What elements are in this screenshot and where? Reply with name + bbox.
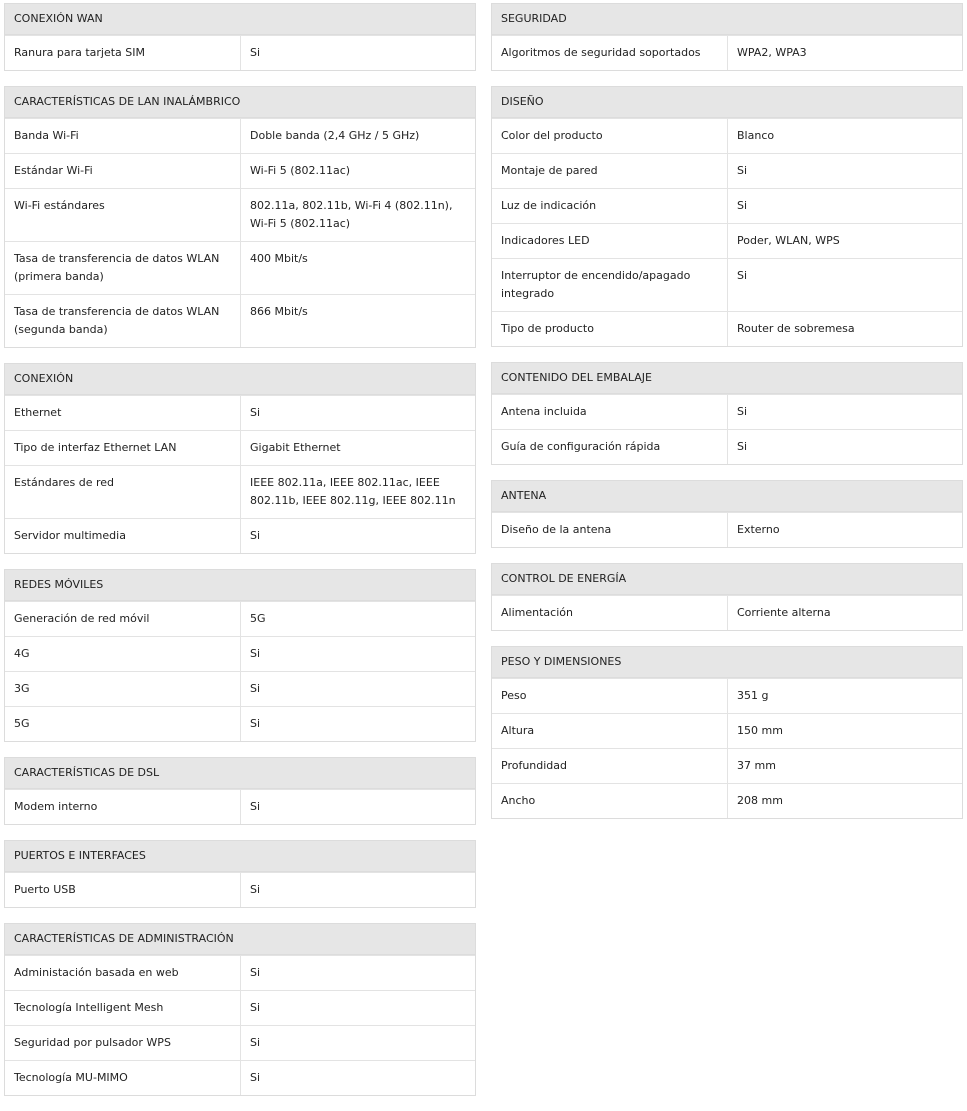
spec-value: Si: [250, 46, 261, 59]
spec-label: 4G: [5, 637, 241, 671]
spec-label: Interruptor de encendido/apagado integrado: [492, 259, 728, 311]
spec-label: Color del producto: [492, 119, 728, 153]
section-title: PUERTOS E INTERFACES: [5, 841, 475, 872]
spec-label: Alimentación: [492, 596, 728, 630]
spec-label: Seguridad por pulsador WPS: [5, 1026, 241, 1060]
spec-value: 5G: [250, 612, 266, 625]
spec-value: Si: [250, 406, 261, 419]
spec-row: [492, 512, 962, 547]
spec-row: [5, 465, 475, 518]
spec-row: [492, 153, 962, 188]
spec-label: Modem interno: [5, 790, 241, 824]
spec-row: [492, 394, 962, 429]
spec-label: Altura: [492, 714, 728, 748]
spec-value: Externo: [737, 523, 780, 536]
spec-label: Tipo de producto: [492, 312, 728, 346]
spec-row: [5, 395, 475, 430]
spec-row: [5, 118, 475, 153]
section-title: CARACTERÍSTICAS DE LAN INALÁMBRICO: [5, 87, 475, 118]
spec-row: [5, 294, 475, 347]
spec-section-conexion-wan: [4, 3, 476, 71]
spec-section-control-de-energia: [491, 563, 963, 631]
section-title: CONTENIDO DEL EMBALAJE: [492, 363, 962, 394]
section-title: ANTENA: [492, 481, 962, 512]
section-title: DISEÑO: [492, 87, 962, 118]
section-title: REDES MÓVILES: [5, 570, 475, 601]
spec-row: [5, 518, 475, 553]
section-title: PESO Y DIMENSIONES: [492, 647, 962, 678]
spec-value: Si: [250, 1071, 261, 1084]
spec-row: [492, 783, 962, 818]
spec-value: Si: [250, 1036, 261, 1049]
spec-label: Profundidad: [492, 749, 728, 783]
spec-label: Ancho: [492, 784, 728, 818]
spec-row: [5, 241, 475, 294]
spec-section-caracteristicas-de-administracion: [4, 923, 476, 1096]
spec-row: [5, 636, 475, 671]
spec-row: [492, 118, 962, 153]
spec-row: [5, 153, 475, 188]
section-title: CARACTERÍSTICAS DE ADMINISTRACIÓN: [5, 924, 475, 955]
spec-row: [5, 671, 475, 706]
section-title: CONTROL DE ENERGÍA: [492, 564, 962, 595]
spec-section-diseno: [491, 86, 963, 347]
spec-value: 37 mm: [737, 759, 776, 772]
spec-value: Si: [250, 1001, 261, 1014]
spec-value: Router de sobremesa: [737, 322, 855, 335]
spec-value: 802.11a, 802.11b, Wi-Fi 4 (802.11n), Wi-Fi 5 (802.11ac): [250, 199, 453, 230]
spec-row: [492, 311, 962, 346]
spec-label: Tasa de transferencia de datos WLAN (primera banda): [5, 242, 241, 294]
spec-value: Si: [737, 405, 748, 418]
spec-value: WPA2, WPA3: [737, 46, 807, 59]
spec-row: [5, 872, 475, 907]
spec-value: 150 mm: [737, 724, 783, 737]
spec-label: Estándar Wi-Fi: [5, 154, 241, 188]
spec-value: Si: [250, 647, 261, 660]
spec-label: Ethernet: [5, 396, 241, 430]
left-column: [4, 3, 476, 1111]
spec-value: Si: [250, 529, 261, 542]
spec-label: Algoritmos de seguridad soportados: [492, 36, 728, 70]
spec-row: [5, 1025, 475, 1060]
spec-value: Si: [737, 164, 748, 177]
spec-value: Si: [250, 800, 261, 813]
spec-label: Tipo de interfaz Ethernet LAN: [5, 431, 241, 465]
spec-label: Ranura para tarjeta SIM: [5, 36, 241, 70]
spec-label: Antena incluida: [492, 395, 728, 429]
spec-value: Si: [250, 966, 261, 979]
spec-section-antena: [491, 480, 963, 548]
spec-section-contenido-del-embalaje: [491, 362, 963, 465]
spec-section-conexion: [4, 363, 476, 554]
spec-label: Estándares de red: [5, 466, 241, 518]
spec-row: [5, 188, 475, 241]
spec-value: Doble banda (2,4 GHz / 5 GHz): [250, 129, 420, 142]
spec-row: [5, 955, 475, 990]
spec-row: [492, 429, 962, 464]
spec-value: Si: [250, 883, 261, 896]
spec-row: [492, 188, 962, 223]
spec-label: Servidor multimedia: [5, 519, 241, 553]
spec-value: Si: [737, 269, 748, 282]
spec-value: Wi-Fi 5 (802.11ac): [250, 164, 351, 177]
spec-label: Wi-Fi estándares: [5, 189, 241, 241]
spec-row: [5, 706, 475, 741]
spec-label: Guía de configuración rápida: [492, 430, 728, 464]
spec-value: 208 mm: [737, 794, 783, 807]
spec-label: Tecnología MU-MIMO: [5, 1061, 241, 1095]
spec-row: [5, 1060, 475, 1095]
spec-row: [492, 35, 962, 70]
spec-label: Tasa de transferencia de datos WLAN (segunda banda): [5, 295, 241, 347]
spec-label: Luz de indicación: [492, 189, 728, 223]
spec-value: Si: [250, 682, 261, 695]
spec-section-caracteristicas-de-lan-inalambrico: [4, 86, 476, 348]
spec-row: [492, 678, 962, 713]
spec-row: [492, 258, 962, 311]
spec-label: 5G: [5, 707, 241, 741]
spec-value: 400 Mbit/s: [250, 252, 308, 265]
spec-value: Si: [737, 440, 748, 453]
spec-value: 866 Mbit/s: [250, 305, 308, 318]
spec-row: [492, 748, 962, 783]
section-title: CONEXIÓN WAN: [5, 4, 475, 35]
spec-section-puertos-e-interfaces: [4, 840, 476, 908]
spec-section-caracteristicas-de-dsl: [4, 757, 476, 825]
spec-row: [5, 35, 475, 70]
spec-value: Si: [737, 199, 748, 212]
spec-value: Blanco: [737, 129, 775, 142]
spec-label: Tecnología Intelligent Mesh: [5, 991, 241, 1025]
spec-section-peso-y-dimensiones: [491, 646, 963, 819]
spec-value: IEEE 802.11a, IEEE 802.11ac, IEEE 802.11b, IEEE 802.11g, IEEE 802.11n: [250, 476, 456, 507]
spec-label: Montaje de pared: [492, 154, 728, 188]
spec-row: [5, 601, 475, 636]
spec-section-redes-moviles: [4, 569, 476, 742]
spec-label: Administación basada en web: [5, 956, 241, 990]
spec-value: 351 g: [737, 689, 769, 702]
right-column: [491, 3, 963, 834]
spec-value: Si: [250, 717, 261, 730]
spec-row: [5, 789, 475, 824]
spec-label: Puerto USB: [5, 873, 241, 907]
section-title: SEGURIDAD: [492, 4, 962, 35]
spec-value: Poder, WLAN, WPS: [737, 234, 840, 247]
spec-section-seguridad: [491, 3, 963, 71]
section-title: CARACTERÍSTICAS DE DSL: [5, 758, 475, 789]
spec-row: [492, 223, 962, 258]
spec-label: Indicadores LED: [492, 224, 728, 258]
spec-label: Peso: [492, 679, 728, 713]
spec-row: [492, 595, 962, 630]
spec-label: Banda Wi-Fi: [5, 119, 241, 153]
section-title: CONEXIÓN: [5, 364, 475, 395]
spec-value: Corriente alterna: [737, 606, 831, 619]
spec-label: Generación de red móvil: [5, 602, 241, 636]
spec-label: Diseño de la antena: [492, 513, 728, 547]
spec-row: [5, 990, 475, 1025]
spec-label: 3G: [5, 672, 241, 706]
spec-row: [492, 713, 962, 748]
spec-value: Gigabit Ethernet: [250, 441, 341, 454]
spec-row: [5, 430, 475, 465]
